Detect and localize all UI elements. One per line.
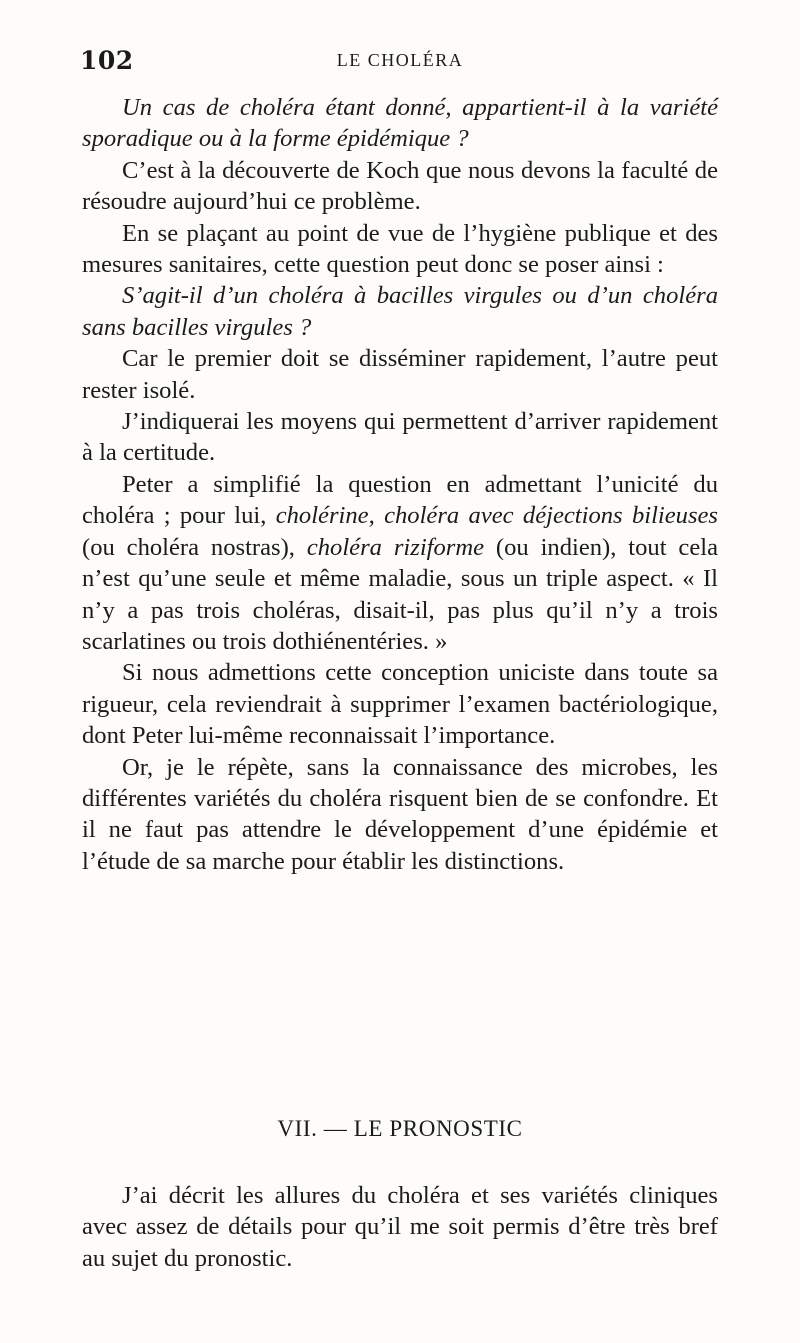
running-title: LE CHOLÉRA xyxy=(336,50,464,70)
italic-text: choléra riziforme xyxy=(306,533,485,561)
paragraph xyxy=(82,92,718,155)
text-segment: C’est à la découverte de Koch que nous devons la faculté de résoudre aujourd’hui ce problème. xyxy=(82,156,718,216)
text-segment: En se plaçant au point de vue de l’hygiène publique et des mesures sanitaires, cette question peut donc se poser ainsi : xyxy=(82,219,718,279)
paragraph xyxy=(82,280,718,343)
text-segment: Car le premier doit se disséminer rapidement, l’autre peut rester isolé. xyxy=(82,345,718,404)
page-number: 102 xyxy=(80,46,134,75)
text-segment: J’indiquerai les moyens qui permettent d’arriver rapidement à la certitude. xyxy=(82,408,718,467)
paragraph xyxy=(82,752,718,878)
running-head xyxy=(80,46,720,80)
text-segment: Peter a simplifié la question en admettant l’unicité du choléra ; pour lui, xyxy=(82,470,718,530)
italic-text: cholérine, choléra avec déjections bilieuses xyxy=(275,502,719,530)
paragraph xyxy=(82,343,718,406)
paragraph xyxy=(82,1180,718,1274)
text-segment: Or, je le répète, sans la connaissance des microbes, les différentes variétés du choléra risquent bien de se confondre. Et il ne faut pas attendre le développement d’une épidémie et l’étude de sa marche pour établir les distinctions. xyxy=(82,753,718,875)
italic-text: S’agit-il d’un choléra à bacilles virgules ou d’un choléra sans bacilles virgules ? xyxy=(82,282,718,341)
text-segment: (ou indien), tout cela n’est qu’une seule et même maladie, sous un triple aspect. « Il n’y a pas trois choléras, disait-il, pas plus qu’il n’y a trois scarlatines ou trois dothiénentéries. » xyxy=(82,533,719,655)
paragraph xyxy=(82,469,718,657)
text-segment: J’ai décrit les allures du choléra et ses variétés cliniques avec assez de détails pour qu’il me soit permis d’être très bref au sujet du pronostic. xyxy=(82,1182,718,1272)
text-segment: (ou choléra nostras), xyxy=(82,533,307,561)
section-body-text xyxy=(82,1180,718,1274)
body-text xyxy=(82,92,718,877)
italic-text: Un cas de choléra étant donné, appartient-il à la variété sporadique ou à la forme épidémique ? xyxy=(82,94,718,153)
paragraph xyxy=(82,406,718,469)
paragraph xyxy=(82,657,718,751)
section-heading: VII. — LE PRONOSTIC xyxy=(277,1116,523,1141)
paragraph xyxy=(82,218,718,281)
paragraph xyxy=(82,155,718,218)
text-segment: Si nous admettions cette conception uniciste dans toute sa rigueur, cela reviendrait à supprimer l’examen bactériologique, dont Peter lui-même reconnaissait l’importance. xyxy=(82,659,718,750)
